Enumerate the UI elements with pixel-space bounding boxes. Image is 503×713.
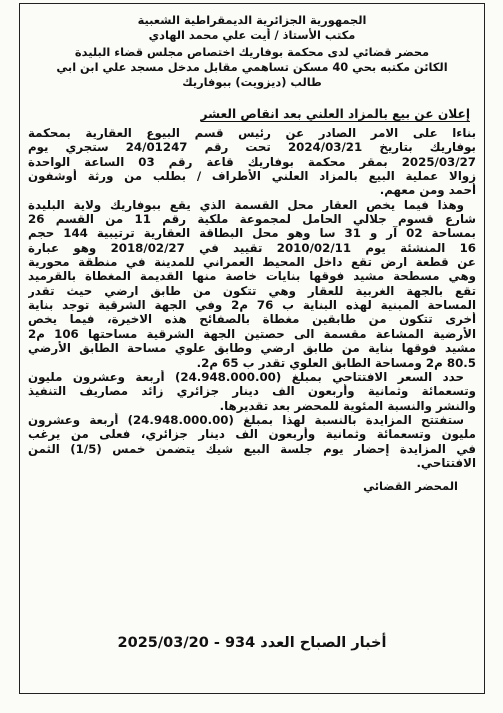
body-line: وتسعمائة وثمانية وأربعون الف دينار جزائري زائد مصاريف التنفيذ <box>28 384 476 399</box>
body-line: أخرى تتكون من طابقين مغطاة بالصفائح هذه الاخيرة، فيما يخص <box>28 312 476 327</box>
body-line: والنشر والنسبة المئوية للمحضر بعد تقديرها. <box>219 398 476 413</box>
body-line: وهي مسطحة مشيد فوقها بنايات خاصة منها القديمة المغطاة بالقرميد <box>28 269 476 284</box>
footer-newspaper: أخبار الصباح العدد 934 - <box>213 635 387 651</box>
notice-frame <box>19 3 485 694</box>
body-line: شارع قسوم جلالي الحامل لمجموعة ملكية رقم 11 من القسم 26 <box>28 212 476 227</box>
header-line-bailiff: محضر قضائي لدى محكمة بوفاريك اختصاص مجلس قضاء البليدة <box>74 45 430 59</box>
newspaper-footer <box>20 635 484 651</box>
body-line: تقع بالجهة الغربية للعقار وهي تتكون من طابق ارضي حيث تقدر <box>28 283 476 298</box>
body-line: وهذا فيما يخص العقار محل القسمة الذي يقع ببوفاريك ولاية البليدة <box>28 197 464 212</box>
notice-title: إعلان عن بيع بالمزاد العلني بعد انقاص العشر <box>200 107 470 121</box>
header-line-address: الكائن مكتبه بحي 40 مسكن تساهمي مقابل مدخل مسجد علي ابن ابي <box>56 60 448 74</box>
body-line: مليون وتسعمائة وثمانية وأربعون الف دينار جزائري، فعلى من يرغب <box>28 427 476 442</box>
header-line-address-2: طالب (ديزويت) ببوفاريك <box>182 75 322 89</box>
notice-header <box>28 13 476 90</box>
body-line: عن قطعة ارض تقع داخل المحيط العمراني للمدينة في منطقة محورية <box>28 255 476 270</box>
body-line: 2025/03/27 بمقر محكمة بوفاريك قاعة رقم 03 الساعة الواحدة <box>28 154 476 169</box>
signature: المحضر القضائي <box>363 479 458 494</box>
body-line: في المزايدة إحضار يوم جلسة البيع شيك يتضمن خمس (1/5) الثمن <box>28 441 476 456</box>
body-line: 16 المنشئة يوم 2010/02/11 تقييد في 2018/02/27 وهو عبارة <box>28 240 476 255</box>
header-line-office: مكتب الأستاذ / أيت علي محمد الهادي <box>148 28 356 42</box>
body-line: ستفتتح المزايدة بالنسبة لهذا بمبلغ (24.948.000.00) أربعة وعشرون <box>28 412 464 427</box>
body-line: الأرضية المشاعة مقسمة الى حصتين الجهة الشرقية مساحتها 106 م2 <box>28 326 476 341</box>
footer-date: 2025/03/20 <box>117 635 209 651</box>
body-line: بوفاريك بتاريخ 2024/03/21 تحت رقم 24/01247 ستجري يوم <box>28 140 476 155</box>
body-line: زوالا عملية البيع بالمزاد العلني الأطراف / بطلب من ورثة أوشفون <box>28 169 476 184</box>
body-line: بناءا على الامر الصادر عن رئيس قسم البيوع العقارية بمحكمة <box>28 126 476 140</box>
body-line: مشيد فوقها بناية من طابق ارضي وطابق علوي مساحة الطابق الأرضي <box>28 341 476 356</box>
body-line: 80.5 م2 ومساحة الطابق العلوي تقدر ب 65 م2. <box>196 355 476 370</box>
notice-content <box>28 4 476 494</box>
body-line: بمساحة 02 آر و 31 سا وهو محل البطاقة العقارية ترتيبية 144 حجم <box>28 226 476 241</box>
header-line-republic: الجمهورية الجزائرية الديمقراطية الشعبية <box>137 13 367 27</box>
body-line: المساحة المبنية لهذه البناية ب 76 م2 وفي الجهة الشرقية توجد بناية <box>28 298 476 313</box>
notice-body <box>28 126 476 470</box>
body-line: أحمد ومن معهم. <box>379 183 476 198</box>
body-line: حدد السعر الافتتاحي بمبلغ (24.948.000.00) أربعة وعشرون مليون <box>28 369 464 384</box>
body-line: الافتتاحي. <box>416 455 476 470</box>
